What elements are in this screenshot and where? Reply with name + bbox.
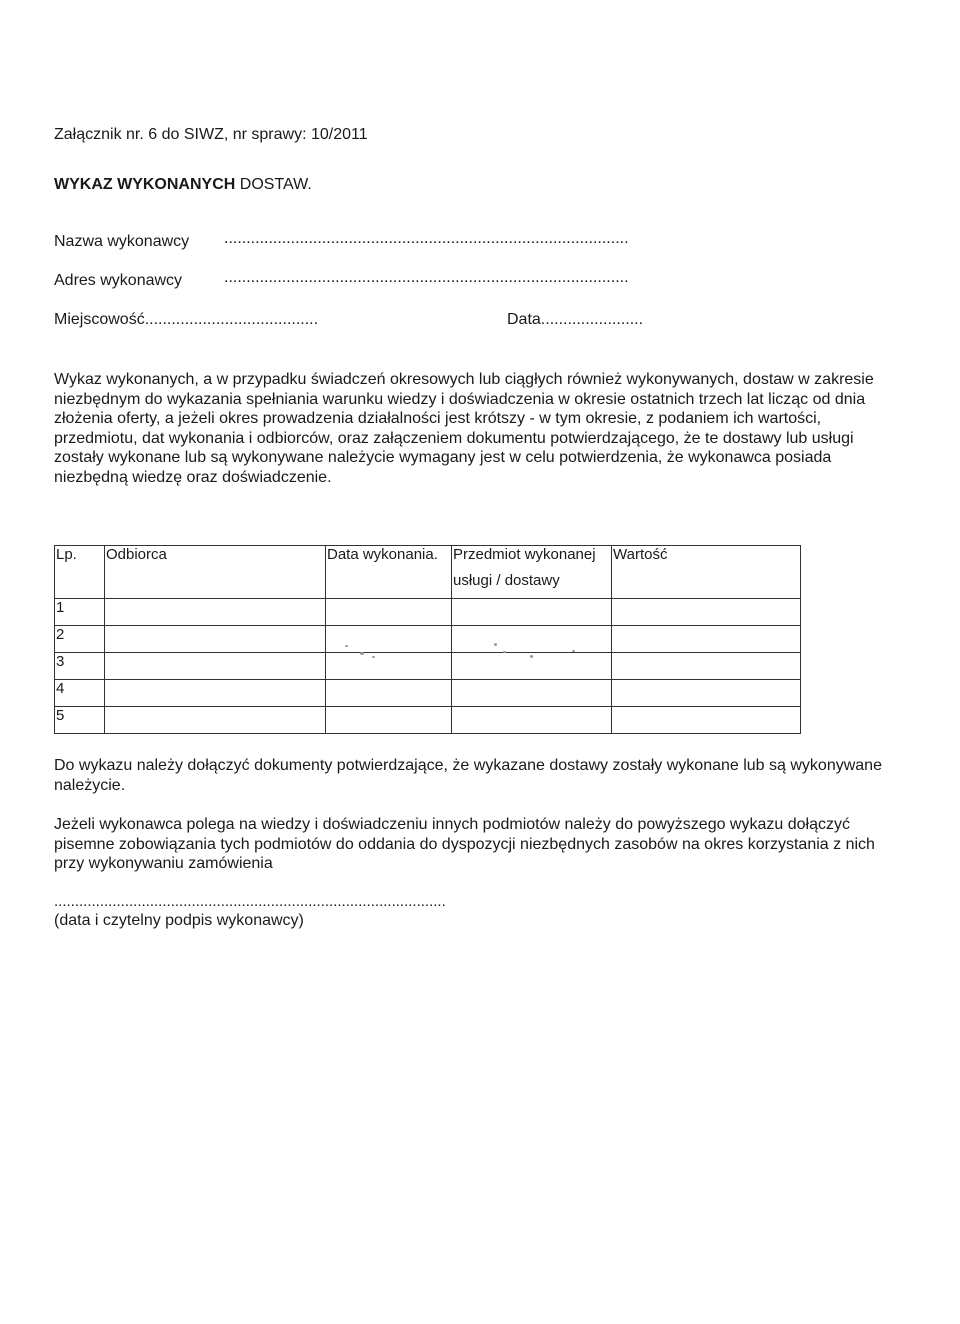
scan-speck xyxy=(530,655,533,658)
scan-speck xyxy=(503,651,506,653)
recipient-cell[interactable] xyxy=(105,707,326,734)
value-cell[interactable] xyxy=(612,680,801,707)
scan-speck xyxy=(572,650,575,652)
subject-cell[interactable] xyxy=(452,680,612,707)
header-date: Data wykonania. xyxy=(326,546,452,599)
date-cell[interactable] xyxy=(326,707,452,734)
scan-speck xyxy=(372,656,375,658)
scan-speck xyxy=(360,652,364,655)
intro-paragraph: Wykaz wykonanych, a w przypadku świadczeń okresowych lub ciągłych również wykonywanych, dostaw w zakresie niezbędnym do wykazania spełniania warunku wiedzy i doświadczenia w okresie ostatnich trzech lat licząc od dnia złożenia oferty, a jeżeli okres prowadzenia działalności jest krótszy - w tym okresie, z podaniem ich wartości, przedmiotu, dat wykonania i odbiorców, oraz załączeniem dokumentu potwierdzającego, że te dostawy lub usługi zostały wykonane lub są wykonywane należycie wymagany jest w celu potwierdzenia, że wykonawca posiada niezbędną wiedzę oraz doświadczenie. xyxy=(54,371,874,486)
date-cell[interactable] xyxy=(326,680,452,707)
row-number: 2 xyxy=(55,626,105,653)
row-number: 1 xyxy=(55,599,105,626)
header-recipient: Odbiorca xyxy=(105,546,326,599)
subject-cell[interactable] xyxy=(452,626,612,653)
documents-note: Do wykazu należy dołączyć dokumenty potwierdzające, że wykazane dostawy zostały wykonane lub są wykonywane należycie. xyxy=(54,757,882,794)
date-row xyxy=(507,311,643,329)
recipient-cell[interactable] xyxy=(105,599,326,626)
contractor-address-label: Adres wykonawcy xyxy=(54,272,183,289)
header-subject-line2: usługi / dostawy xyxy=(453,572,560,589)
value-cell[interactable] xyxy=(612,626,801,653)
row-number: 4 xyxy=(55,680,105,707)
date-cell[interactable] xyxy=(326,626,452,653)
table-row xyxy=(55,707,801,734)
place-field[interactable]: ....................................... xyxy=(144,311,319,328)
deliveries-table xyxy=(54,545,801,734)
header-lp: Lp. xyxy=(55,546,105,599)
table-row xyxy=(55,599,801,626)
table-row xyxy=(55,626,801,653)
recipient-cell[interactable] xyxy=(105,626,326,653)
document-title xyxy=(54,176,312,194)
scan-speck xyxy=(345,645,348,647)
subject-cell[interactable] xyxy=(452,707,612,734)
table-row xyxy=(55,680,801,707)
date-field[interactable]: ....................... xyxy=(540,311,644,328)
row-number: 3 xyxy=(55,653,105,680)
header-value: Wartość xyxy=(612,546,801,599)
header-subject xyxy=(452,546,612,599)
row-number: 5 xyxy=(55,707,105,734)
document-title-rest: DOSTAW. xyxy=(235,176,312,193)
date-cell[interactable] xyxy=(326,653,452,680)
document-title-bold: WYKAZ WYKONANYCH xyxy=(54,176,236,193)
date-label: Data xyxy=(507,311,541,328)
recipient-cell[interactable] xyxy=(105,680,326,707)
attachment-header: Załącznik nr. 6 do SIWZ, nr sprawy: 10/2011 xyxy=(54,126,368,143)
recipient-cell[interactable] xyxy=(105,653,326,680)
contractor-name-field[interactable]: ........................................................................................... xyxy=(224,230,629,247)
contractor-name-label: Nazwa wykonawcy xyxy=(54,233,190,250)
place-row xyxy=(54,311,318,329)
scan-speck xyxy=(494,643,497,646)
table-header-row xyxy=(55,546,801,599)
place-label: Miejscowość xyxy=(54,311,145,328)
date-cell[interactable] xyxy=(326,599,452,626)
signature-caption: (data i czytelny podpis wykonawcy) xyxy=(54,912,304,929)
value-cell[interactable] xyxy=(612,707,801,734)
header-subject-line1: Przedmiot wykonanej xyxy=(453,546,596,563)
subject-cell[interactable] xyxy=(452,599,612,626)
contractor-address-field[interactable]: ........................................................................................... xyxy=(224,269,629,286)
value-cell[interactable] xyxy=(612,653,801,680)
third-party-note: Jeżeli wykonawca polega na wiedzy i doświadczeniu innych podmiotów należy do powyższego wykazu dołączyć pisemne zobowiązania tych podmiotów do oddania do dyspozycji niezbędnych zasobów na okres korzystania z nich przy wykonywaniu zamówienia xyxy=(54,816,875,872)
signature-line[interactable]: .............................................................................................. xyxy=(54,893,446,910)
value-cell[interactable] xyxy=(612,599,801,626)
table-row xyxy=(55,653,801,680)
